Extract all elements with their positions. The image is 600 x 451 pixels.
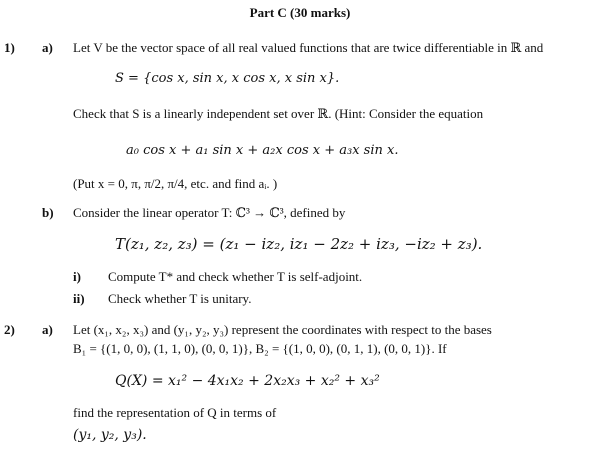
q1b-ii-text: Check whether T is unitary. [108,291,252,306]
q1a-set: S = {cos x, sin x, x cos x, x sin x}. [115,71,340,86]
q1b-line1: Consider the linear operator T: ℂ³ → ℂ³, defined by [73,205,346,220]
q1a-equation: a₀ cos x + a₁ sin x + a₂x cos x + a₃x sin x. [126,143,399,158]
q1b-operator-definition: T(z₁, z₂, z₃) = (z₁ − iz₂, iz₁ − 2z₂ + iz₃, −iz₂ + z₃). [115,235,483,253]
q2a-line5: (y₁, y₂, y₃). [73,427,147,443]
q1a-line3: Check that S is a linearly independent set over ℝ. (Hint: Consider the equation [73,106,484,121]
q2a-quadratic-form: Q(X) = x₁² − 4x₁x₂ + 2x₂x₃ + x₂² + x₃² [115,373,380,389]
q2a-line1: Let (x₁, x₂, x₃) and (y₁, y₂, y₃) represent the coordinates with respect to the bases [73,322,492,337]
q1b-label: b) [42,205,54,220]
q2a-line4: find the representation of Q in terms of [73,405,277,420]
q2a-label: a) [42,322,53,337]
q1-number: 1) [4,40,15,55]
q1a-hint-put: (Put x = 0, π, π/2, π/4, etc. and find aᵢ. ) [73,176,278,191]
part-heading: Part C (30 marks) [249,5,351,20]
q1b-ii-label: ii) [73,291,85,306]
q1a-label: a) [42,40,53,55]
q2a-line2: B₁ = {(1, 0, 0), (1, 1, 0), (0, 0, 1)}, B₂ = {(1, 0, 0), (0, 1, 1), (0, 0, 1)}. If [73,341,447,356]
q1b-i-label: i) [73,269,81,284]
q1a-line1: Let V be the vector space of all real valued functions that are twice differentiable in ℝ and [73,40,544,55]
q1b-i-text: Compute T* and check whether T is self-adjoint. [108,269,363,284]
q2-number: 2) [4,322,15,337]
